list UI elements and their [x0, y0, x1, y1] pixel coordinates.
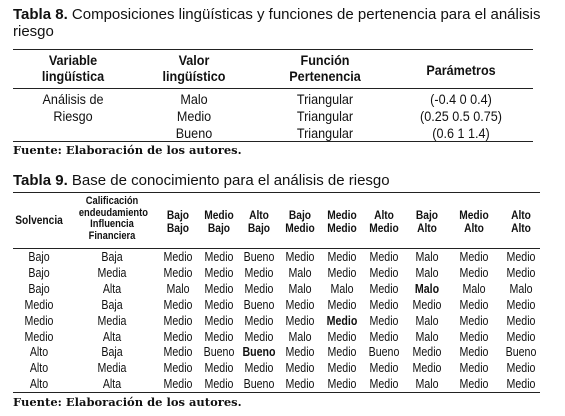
table-cell: Malo [415, 250, 439, 264]
table9-caption-label: Tabla 9. [13, 172, 68, 189]
table-cell: Medio [244, 265, 274, 280]
table-cell: Medio [506, 329, 536, 344]
table-cell: Alto [29, 377, 49, 392]
table-cell: Medio [285, 297, 315, 312]
table-cell: Media [97, 361, 127, 376]
table-cell: Medio [326, 313, 358, 328]
table-cell: Medio [506, 265, 536, 280]
table9-header-alto-bajo: Alto Bajo [247, 208, 271, 235]
table-cell: Bajo [28, 265, 50, 280]
table-cell: Medio [163, 297, 193, 312]
table-cell: Medio [204, 265, 234, 280]
table8-row3-funcion: Triangular [296, 125, 354, 141]
table-cell: Malo [415, 377, 439, 392]
table-cell: Medio [412, 297, 442, 312]
table-cell: Medio [506, 313, 536, 328]
table-cell: Bueno [243, 377, 275, 392]
table-cell: Medio [369, 281, 399, 296]
table9-header-alto-alto: Alto Alto [511, 208, 531, 235]
table-cell: Medio [327, 265, 357, 280]
table-cell: Medio [369, 297, 399, 312]
table8-bottom-rule [13, 141, 533, 142]
table-cell: Medio [204, 377, 234, 392]
table-cell: Medio [459, 250, 489, 264]
table-cell: Medio [204, 297, 234, 312]
table8-row2-valor: Medio [176, 108, 212, 124]
table-cell: Medio [369, 329, 399, 344]
table-cell: Medio [285, 361, 315, 376]
table-cell: Medio [163, 361, 193, 376]
table-cell: Medio [327, 329, 357, 344]
table-cell: Medio [163, 377, 193, 392]
table-cell: Alta [102, 329, 122, 344]
table-cell: Baja [101, 345, 123, 360]
table-cell: Medio [204, 361, 234, 376]
table-cell: Medio [204, 329, 234, 344]
table9-header-calificacion: Calificación endeudamiento Influencia Financiera [78, 195, 148, 242]
table-cell: Medio [24, 329, 54, 344]
table-cell: Medio [163, 345, 193, 360]
table-cell: Medio [327, 250, 357, 264]
table-cell: Malo [509, 281, 533, 296]
table8-row3-parametros: (0.6 1 1.4) [432, 125, 490, 141]
table-cell: Baja [101, 250, 123, 264]
table-cell: Medio [459, 377, 489, 392]
table-cell: Medio [369, 313, 399, 328]
table-cell: Medio [244, 329, 274, 344]
table-cell: Bueno [505, 345, 537, 360]
table-cell: Medio [204, 250, 234, 264]
table8-top-rule [13, 49, 533, 50]
table-cell: Medio [369, 265, 399, 280]
table8-header-funcion: Función Pertenencia [289, 52, 361, 84]
table-cell: Medio [459, 313, 489, 328]
table-cell: Malo [166, 281, 190, 296]
table-cell: Medio [369, 377, 399, 392]
table-cell: Bajo [28, 281, 50, 296]
table8-row3-valor: Bueno [175, 125, 213, 141]
table-cell: Medio [24, 297, 54, 312]
table-cell: Medio [369, 361, 399, 376]
table-cell: Medio [244, 313, 274, 328]
table9-header-medio-alto: Medio Alto [459, 208, 489, 235]
table-cell: Medio [285, 377, 315, 392]
table8-caption-text: Composiciones lingüísticas y funciones de pertenencia para el análisis riesgo [13, 6, 541, 40]
table-cell: Malo [415, 329, 439, 344]
table-cell: Malo [415, 313, 439, 328]
table-cell: Medio [459, 297, 489, 312]
table8-row2-funcion: Triangular [296, 108, 354, 124]
table9-header-medio-medio: Medio Medio [327, 208, 357, 235]
table-cell: Medio [459, 361, 489, 376]
table-cell: Alto [29, 361, 49, 376]
table8-header-parametros: Parámetros [426, 62, 496, 78]
table-cell: Medio [285, 345, 315, 360]
table-cell: Medio [285, 250, 315, 264]
table8-header-rule [13, 88, 533, 89]
table-cell: Medio [506, 361, 536, 376]
table-cell: Malo [414, 281, 440, 296]
table-cell: Baja [101, 297, 123, 312]
table-cell: Alta [102, 377, 122, 392]
table9-caption [13, 172, 558, 189]
table-cell: Bueno [242, 345, 276, 360]
table-cell: Malo [288, 329, 312, 344]
table9-bottom-rule [13, 392, 540, 393]
table-cell: Medio [163, 329, 193, 344]
table-cell: Bueno [368, 345, 400, 360]
table-cell: Alto [29, 345, 49, 360]
table-cell: Medio [459, 265, 489, 280]
table-cell: Medio [327, 361, 357, 376]
table-cell: Malo [288, 281, 312, 296]
table9-header-rule [13, 248, 540, 249]
table-cell: Medio [204, 281, 234, 296]
table-cell: Medio [506, 297, 536, 312]
table-cell: Media [97, 313, 127, 328]
table-cell: Medio [459, 329, 489, 344]
table9-header-bajo-medio: Bajo Medio [285, 208, 315, 235]
table-cell: Media [97, 265, 127, 280]
table8-caption-label: Tabla 8. [13, 6, 68, 23]
table-cell: Bueno [243, 297, 275, 312]
table-cell: Malo [288, 265, 312, 280]
table9-caption-text: Base de conocimiento para el análisis de riesgo [67, 172, 390, 189]
table9-source: Fuente: Elaboración de los autores. [13, 395, 242, 409]
table8-source: Fuente: Elaboración de los autores. [13, 143, 242, 157]
table8-row1-valor: Malo [180, 91, 208, 107]
table-cell: Medio [506, 377, 536, 392]
table9-header-alto-medio: Alto Medio [369, 208, 399, 235]
table-cell: Medio [244, 281, 274, 296]
table-cell: Medio [244, 361, 274, 376]
table9-header-solvencia: Solvencia [15, 213, 63, 227]
table-cell: Malo [462, 281, 486, 296]
table9-top-rule [13, 192, 540, 193]
table-cell: Medio [369, 250, 399, 264]
table-cell: Medio [163, 265, 193, 280]
table8-header-valor: Valor lingüístico [162, 52, 226, 84]
table-cell: Malo [330, 281, 354, 296]
table-cell: Medio [459, 345, 489, 360]
table8-row1-parametros: (-0.4 0 0.4) [430, 91, 492, 107]
table8-row1-funcion: Triangular [296, 91, 354, 107]
table-cell: Malo [415, 265, 439, 280]
table-cell: Medio [204, 313, 234, 328]
table-cell: Medio [412, 361, 442, 376]
table-cell: Medio [24, 313, 54, 328]
table-cell: Bueno [243, 250, 275, 264]
table9-header-medio-bajo: Medio Bajo [204, 208, 234, 235]
table8-caption [13, 6, 558, 40]
table-cell: Medio [327, 377, 357, 392]
table9-header-bajo-bajo: Bajo Bajo [166, 208, 190, 235]
table-cell: Medio [163, 313, 193, 328]
table-cell: Medio [412, 345, 442, 360]
table-cell: Medio [327, 345, 357, 360]
table-cell: Medio [327, 297, 357, 312]
table-cell: Alta [102, 281, 122, 296]
table-cell: Bajo [28, 250, 50, 264]
table-cell: Medio [506, 250, 536, 264]
table-cell: Bueno [203, 345, 235, 360]
table8-header-variable: Variable lingüística [41, 52, 105, 84]
table8-variable-cell: Análisis de Riesgo [42, 91, 104, 124]
table8-row2-parametros: (0.25 0.5 0.75) [420, 108, 502, 124]
table-cell: Medio [163, 250, 193, 264]
table9-header-bajo-alto: Bajo Alto [415, 208, 439, 235]
table-cell: Medio [285, 313, 315, 328]
